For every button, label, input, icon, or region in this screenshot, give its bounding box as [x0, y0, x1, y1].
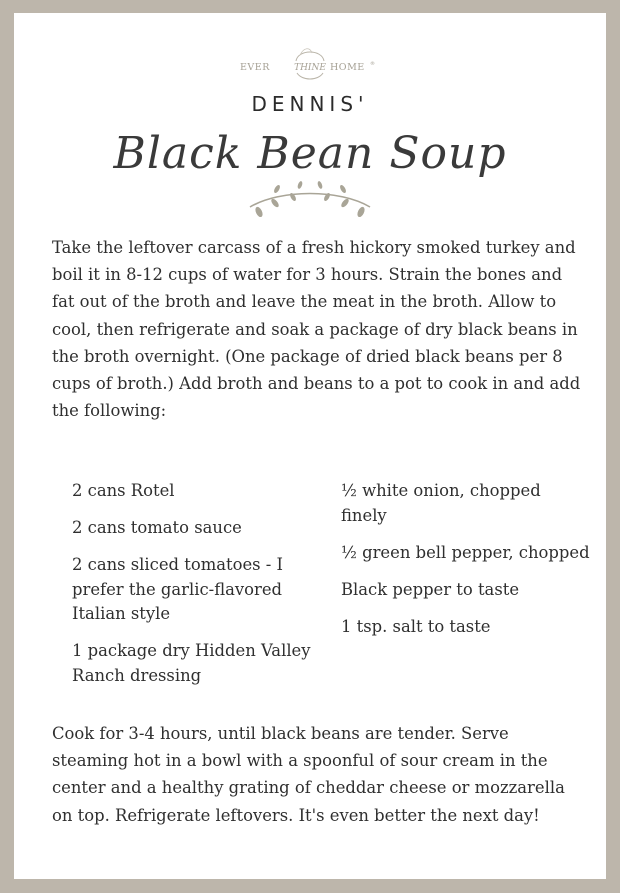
ingredient-item: ½ white onion, chopped finely — [341, 481, 541, 525]
brand-mark: ® — [370, 61, 375, 67]
intro-paragraph: Take the leftover carcass of a fresh hickory smoked turkey and boil it in 8-12 cups of water for 3 hours. Strain the bones and fat out of the broth and leave the meat in the broth. Allow to cool, then refrigerate and soak a package of dry black beans in the broth overnight. (One package of dried black beans per 8 cups of broth.) Add broth and beans to a pot to cook in and add the following: — [52, 238, 581, 421]
leaf-sprig-icon — [245, 181, 375, 217]
ingredient-item: 1 tsp. salt to taste — [341, 616, 491, 636]
brand-right: HOME — [330, 62, 365, 73]
ingredient-item: Black pepper to taste — [341, 579, 520, 599]
ingredient-item: 2 cans Rotel — [72, 481, 175, 500]
recipe-title: Black Bean Soup — [113, 128, 507, 179]
ingredients-left — [72, 479, 322, 701]
recipe-card — [14, 13, 606, 879]
brand-middle: THINE — [294, 63, 326, 73]
ingredient-item: ½ green bell pepper, chopped — [341, 542, 590, 562]
ingredient-item: 2 cans tomato sauce — [72, 518, 242, 537]
brand-left: EVER — [240, 62, 270, 73]
brand-logo — [14, 43, 606, 87]
ingredients-right — [341, 479, 591, 652]
recipe-pretitle: DENNIS' — [251, 92, 369, 116]
ingredient-item: 2 cans sliced tomatoes - I prefer the garlic-flavored Italian style — [72, 555, 284, 623]
closing-paragraph: Cook for 3-4 hours, until black beans are tender. Serve steaming hot in a bowl with a spoonful of sour cream in the center and a healthy grating of cheddar cheese or mozzarella on top. Refrigerate leftovers. It's even better the next day! — [52, 724, 565, 825]
ornament — [14, 181, 606, 217]
ever-thine-home-logo-icon — [240, 43, 380, 87]
ingredient-item: 1 package dry Hidden Valley Ranch dressing — [72, 641, 311, 685]
